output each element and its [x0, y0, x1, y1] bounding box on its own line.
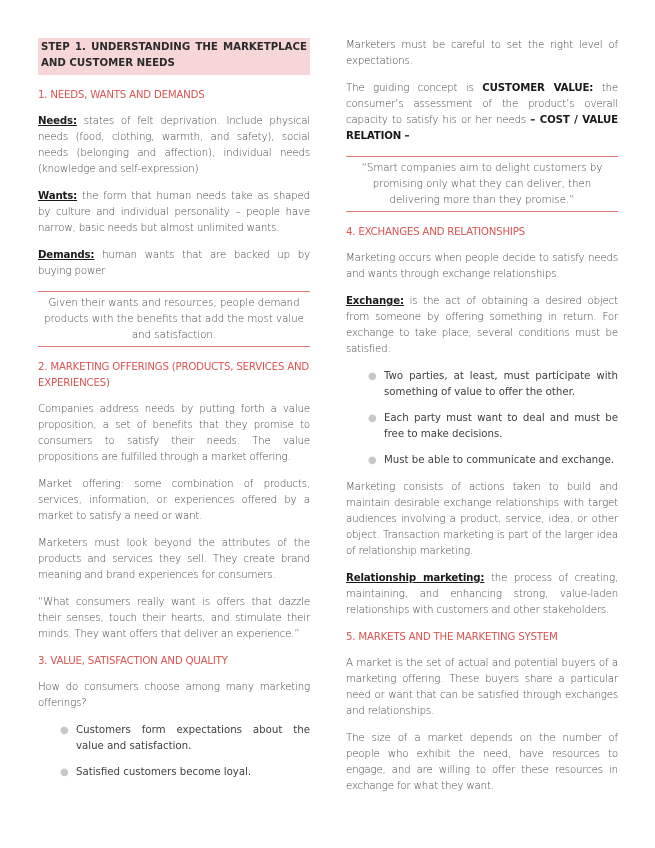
- offerings-paragraph-2: Market offering: some combination of products, services, information, or experiences offered by a market to satisfy a need or want.: [38, 479, 310, 522]
- offerings-paragraph-1: Companies address needs by putting forth a value proposition, a set of benefits that they promise to consumers to satisfy their needs. The value propositions are fulfilled through a market offering.: [38, 404, 310, 463]
- exchange-paragraph: Exchange: is the act of obtaining a desired object from someone by offering something in return. For exchange to take place, several conditions must be satisfied:: [346, 296, 618, 355]
- relationship-marketing-term: Relationship marketing:: [346, 573, 485, 584]
- list-item: ● Satisfied customers become loyal.: [76, 765, 310, 781]
- offerings-paragraph-3: Marketers must look beyond the attributes of the products and services they sell. They create brand meaning and brand experiences for consumers.: [38, 538, 310, 581]
- list-item: ● Two parties, at least, must participate with something of value to offer the other.: [368, 371, 618, 398]
- section-heading-offerings: 2. MARKETING OFFERINGS (PRODUCTS, SERVICES AND EXPERIENCES): [38, 362, 310, 389]
- wants-paragraph: [38, 189, 310, 237]
- demands-term: Demands:: [38, 250, 95, 261]
- exchange-bullet-list: [346, 369, 618, 469]
- section-heading-markets: 5. MARKETS AND THE MARKETING SYSTEM: [346, 632, 558, 643]
- value-bullet-list: [38, 723, 310, 781]
- relationship-marketing-paragraph: Relationship marketing: the process of creating, maintaining, and enhancing strong, value-laden relationships with customers and other stakeholders.: [346, 573, 618, 616]
- needs-paragraph: [38, 114, 310, 178]
- left-column: [38, 38, 310, 792]
- cost-value-relation: – COST / VALUE RELATION –: [346, 115, 618, 142]
- section-heading-needs: 1. NEEDS, WANTS AND DEMANDS: [38, 90, 205, 101]
- demands-text: human wants that are backed up by buying power: [38, 250, 310, 277]
- bullet-icon: ●: [60, 725, 69, 736]
- customer-value-paragraph: The guiding concept is CUSTOMER VALUE: the consumer’s assessment of the product’s overall capacity to satisfy his or her needs – COST / VALUE RELATION –: [346, 83, 618, 142]
- bullet-icon: ●: [368, 455, 377, 466]
- demands-paragraph: [38, 248, 310, 280]
- bullet-icon: ●: [368, 413, 377, 424]
- list-item: ● Customers form expectations about the value and satisfaction.: [60, 725, 310, 752]
- offerings-paragraph-4: “What consumers really want is offers that dazzle their senses, touch their hearts, and stimulate their minds. They want offers that deliver an experience.”: [38, 597, 310, 640]
- needs-text: states of felt deprivation. Include physical needs (food, clothing, warmth, and safety), social needs (belonging and affection), individual needs (knowledge and self-expression): [38, 116, 310, 175]
- step-title: STEP 1. UNDERSTANDING THE MARKETPLACE AND CUSTOMER NEEDS: [38, 38, 310, 75]
- exchange-term: Exchange:: [346, 296, 404, 307]
- expectations-paragraph: Marketers must be careful to set the right level of expectations.: [346, 40, 618, 67]
- customer-value-term: CUSTOMER VALUE:: [482, 83, 594, 94]
- right-column: [346, 38, 618, 806]
- list-item: ● Each party must want to deal and must be free to make decisions.: [368, 413, 618, 440]
- markets-paragraph-2: The size of a market depends on the number of people who exhibit the need, have resources to engage, and are willing to offer these resources in exchange for what they want.: [346, 733, 618, 792]
- bullet-icon: ●: [60, 767, 69, 778]
- quote-box-demand: Given their wants and resources, people demand products with the benefits that add the most value and satisfaction.: [38, 291, 310, 347]
- wants-text: the form that human needs take as shaped by culture and individual personality – people have narrow, basic needs but almost unlimited wants.: [38, 191, 310, 234]
- quote-box-delight: “Smart companies aim to delight customers by promising only what they can deliver, then delivering more than they promise.”: [346, 156, 618, 212]
- needs-term: Needs:: [38, 116, 77, 127]
- list-item: ● Must be able to communicate and exchange.: [384, 453, 618, 469]
- exchanges-paragraph-1: Marketing occurs when people decide to satisfy needs and wants through exchange relationships.: [346, 253, 618, 280]
- wants-term: Wants:: [38, 191, 78, 202]
- section-heading-value: 3. VALUE, SATISFACTION AND QUALITY: [38, 656, 228, 667]
- bullet-icon: ●: [368, 371, 377, 382]
- exchanges-paragraph-2: Marketing consists of actions taken to build and maintain desirable exchange relationships with target audiences involving a product, service, idea, or other object. Transaction marketing is part of the larger idea of relationship marketing.: [346, 482, 618, 557]
- value-paragraph-1: How do consumers choose among many marketing offerings?: [38, 682, 310, 709]
- section-heading-exchanges: 4. EXCHANGES AND RELATIONSHIPS: [346, 227, 525, 238]
- markets-paragraph-1: A market is the set of actual and potential buyers of a marketing offering. These buyers share a particular need or want that can be satisfied through exchanges and relationships.: [346, 658, 618, 717]
